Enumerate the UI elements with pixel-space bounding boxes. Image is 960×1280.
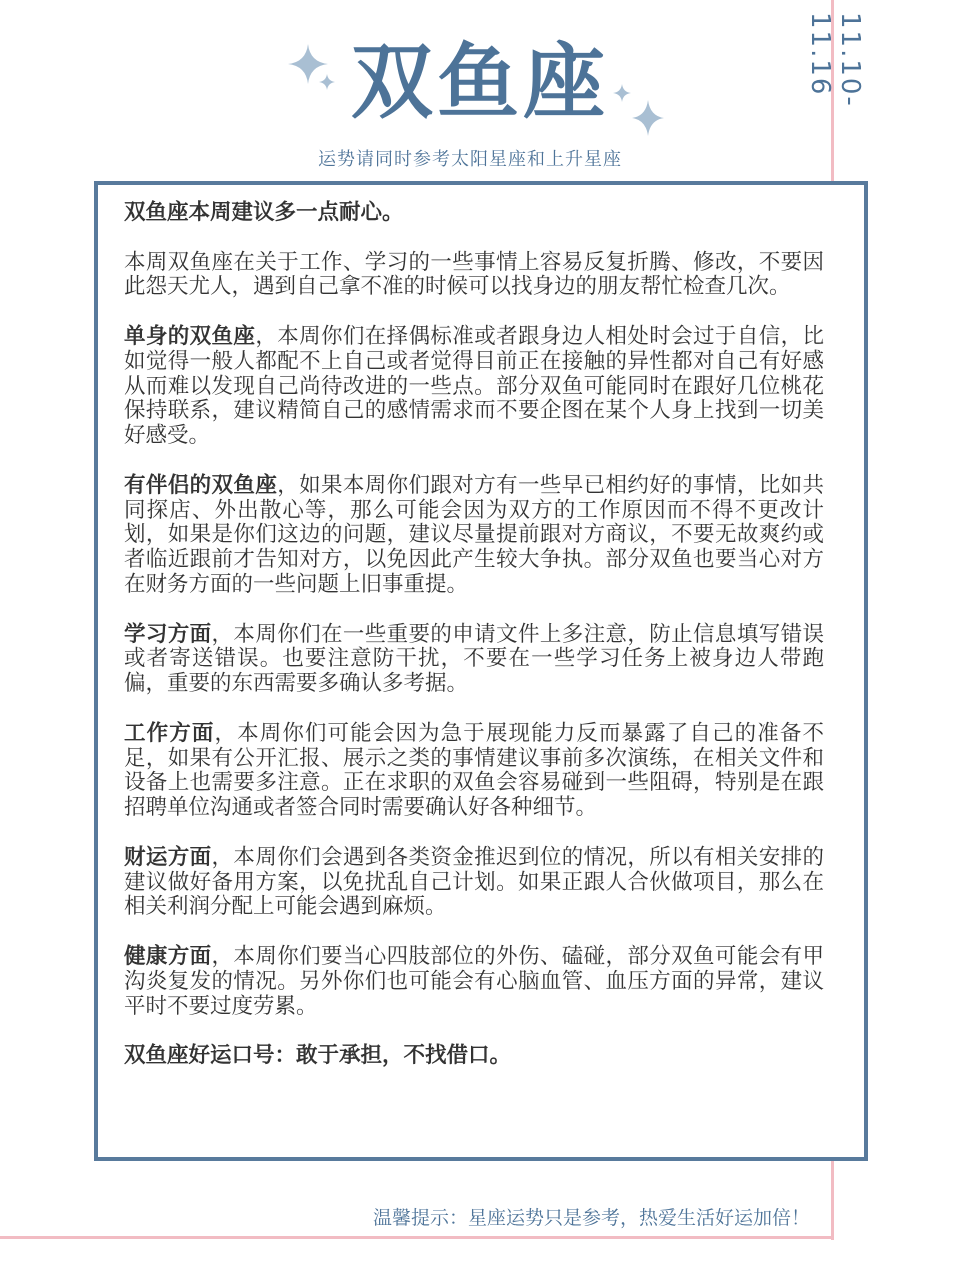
work-heading: 工作方面: [124, 720, 215, 746]
health-paragraph: [124, 945, 824, 1019]
content-body: [124, 201, 824, 1069]
health-heading: 健康方面: [124, 943, 212, 969]
intro-text: 双鱼座本周建议多一点耐心。: [124, 200, 404, 225]
date-range: 11.10-11.16: [805, 12, 865, 108]
work-paragraph: [124, 722, 824, 821]
work-text: ，本周你们可能会因为急于展现能力反而暴露了自己的准备不足，如果有公开汇报、展示之类的事情建议事前多次演练，在相关文件和设备上也需要多注意。正在求职的双鱼会容易碰到一些阻碍，特别是在跟招聘单位沟通或者签合同时需要确认好各种细节。: [124, 720, 824, 821]
footer-tip: 温馨提示：星座运势只是参考，热爱生活好运加倍！: [372, 1207, 810, 1229]
pink-horizontal-line: [0, 1236, 834, 1239]
partner-text: ，如果本周你们跟对方有一些早已相约好的事情，比如共同探店、外出散心等，那么可能会因为双方的工作原因而不得不更改计划，如果是你们这边的问题，建议尽量提前跟对方商议，不要无故爽约或者临近跟前才告知对方，以免因此产生较大争执。部分双鱼也要当心对方在财务方面的一些问题上旧事重提。: [124, 472, 824, 597]
health-text: ，本周你们要当心四肢部位的外伤、磕碰，部分双鱼可能会有甲沟炎复发的情况。另外你们也可能会有心脑血管、血压方面的异常，建议平时不要过度劳累。: [124, 943, 824, 1019]
single-paragraph: [124, 325, 824, 449]
partner-heading: 有伴侣的双鱼座: [124, 472, 278, 498]
general-paragraph: 本周双鱼座在关于工作、学习的一些事情上容易反复折腾、修改，不要因此怨天尤人，遇到自己拿不准的时候可以找身边的朋友帮忙检查几次。: [124, 249, 824, 300]
study-paragraph: [124, 623, 824, 697]
single-heading: 单身的双鱼座: [124, 323, 256, 349]
study-heading: 学习方面: [124, 621, 212, 647]
study-text: ，本周你们在一些重要的申请文件上多注意，防止信息填写错误或者寄送错误。也要注意防干扰，不要在一些学习任务上被身边人带跑偏，重要的东西需要多确认多考据。: [124, 621, 824, 697]
slogan-text: 双鱼座好运口号：敢于承担，不找借口。: [124, 1043, 512, 1069]
wealth-text: ，本周你们会遇到各类资金推迟到位的情况，所以有相关安排的建议做好备用方案，以免扰乱自己计划。如果正跟人合伙做项目，那么在相关利润分配上可能会遇到麻烦。: [124, 844, 824, 920]
partner-paragraph: [124, 474, 824, 598]
page-subtitle: 运势请同时参考太阳星座和上升星座: [318, 149, 622, 170]
single-text: ，本周你们在择偶标准或者跟身边人相处时会过于自信，比如觉得一般人都配不上自己或者觉得目前正在接触的异性都对自己有好感从而难以发现自己尚待改进的一些点。部分双鱼可能同时在跟好几位桃花保持联系，建议精简自己的感情需求而不要企图在某个人身上找到一切美好感受。: [124, 323, 824, 449]
wealth-heading: 财运方面: [124, 844, 212, 870]
content-box: [94, 181, 868, 1161]
page-title: 双鱼座: [350, 35, 609, 130]
wealth-paragraph: [124, 846, 824, 920]
